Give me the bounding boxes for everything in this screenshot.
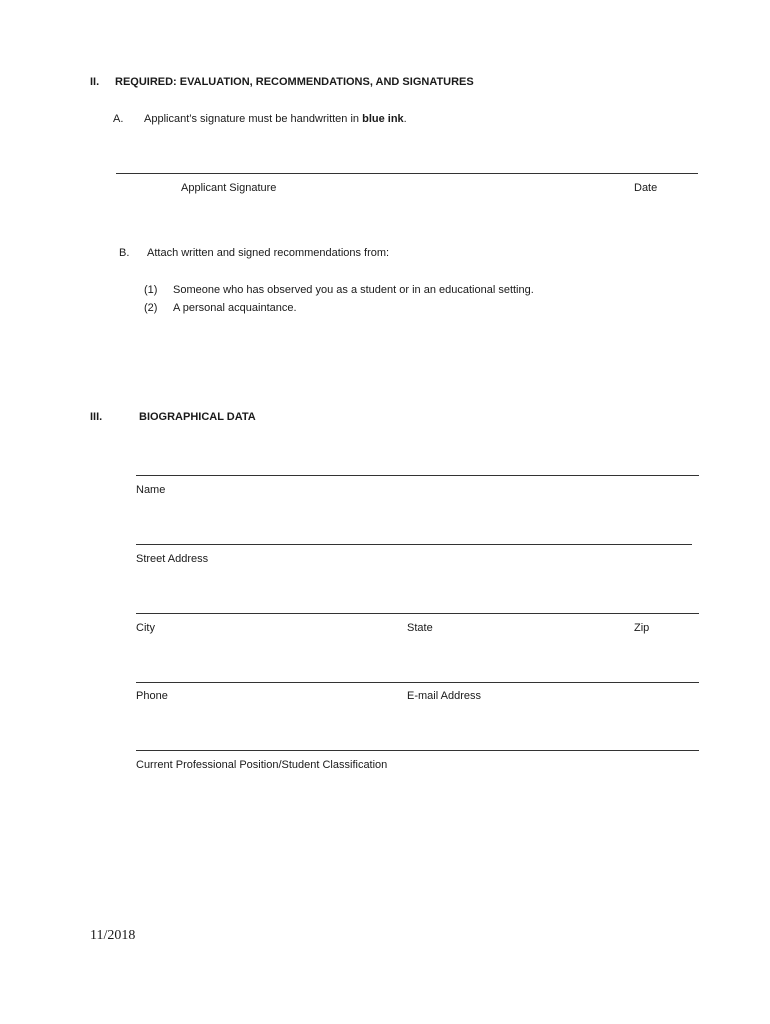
recommendation-1-text: Someone who has observed you as a student or in an educational setting. bbox=[173, 284, 534, 296]
city-label: City bbox=[136, 622, 155, 634]
date-label: Date bbox=[634, 182, 658, 194]
email-label: E-mail Address bbox=[407, 690, 481, 702]
position-line[interactable] bbox=[136, 750, 699, 751]
item-a-letter: A. bbox=[113, 113, 124, 125]
signature-line[interactable] bbox=[116, 173, 698, 174]
street-address-label: Street Address bbox=[136, 553, 209, 565]
item-a-text-before: Applicant’s signature must be handwritten in bbox=[144, 113, 363, 125]
name-line[interactable] bbox=[136, 475, 699, 476]
phone-email-line[interactable] bbox=[136, 682, 699, 683]
item-b-text: Attach written and signed recommendations from: bbox=[147, 247, 390, 259]
item-a-blue-ink: blue ink bbox=[362, 113, 404, 125]
zip-label: Zip bbox=[634, 622, 650, 634]
state-label: State bbox=[407, 622, 433, 634]
city-state-zip-line[interactable] bbox=[136, 613, 699, 614]
street-address-line[interactable] bbox=[136, 544, 692, 545]
section-2-numeral: II. bbox=[90, 76, 100, 88]
recommendation-2-number: (2) bbox=[144, 302, 158, 314]
revision-date: 11/2018 bbox=[90, 928, 136, 943]
name-label: Name bbox=[136, 484, 166, 496]
recommendation-1-number: (1) bbox=[144, 284, 158, 296]
section-3-numeral: III. bbox=[90, 411, 103, 423]
position-label: Current Professional Position/Student Classification bbox=[136, 759, 388, 771]
section-3-heading: BIOGRAPHICAL DATA bbox=[139, 411, 256, 423]
item-a-text-after: . bbox=[403, 113, 407, 125]
phone-label: Phone bbox=[136, 690, 168, 702]
item-b-letter: B. bbox=[119, 247, 130, 259]
applicant-signature-label: Applicant Signature bbox=[181, 182, 277, 194]
section-2-heading: REQUIRED: EVALUATION, RECOMMENDATIONS, AND SIGNATURES bbox=[115, 76, 474, 88]
item-a-text bbox=[144, 113, 407, 125]
recommendation-2-text: A personal acquaintance. bbox=[173, 302, 297, 314]
